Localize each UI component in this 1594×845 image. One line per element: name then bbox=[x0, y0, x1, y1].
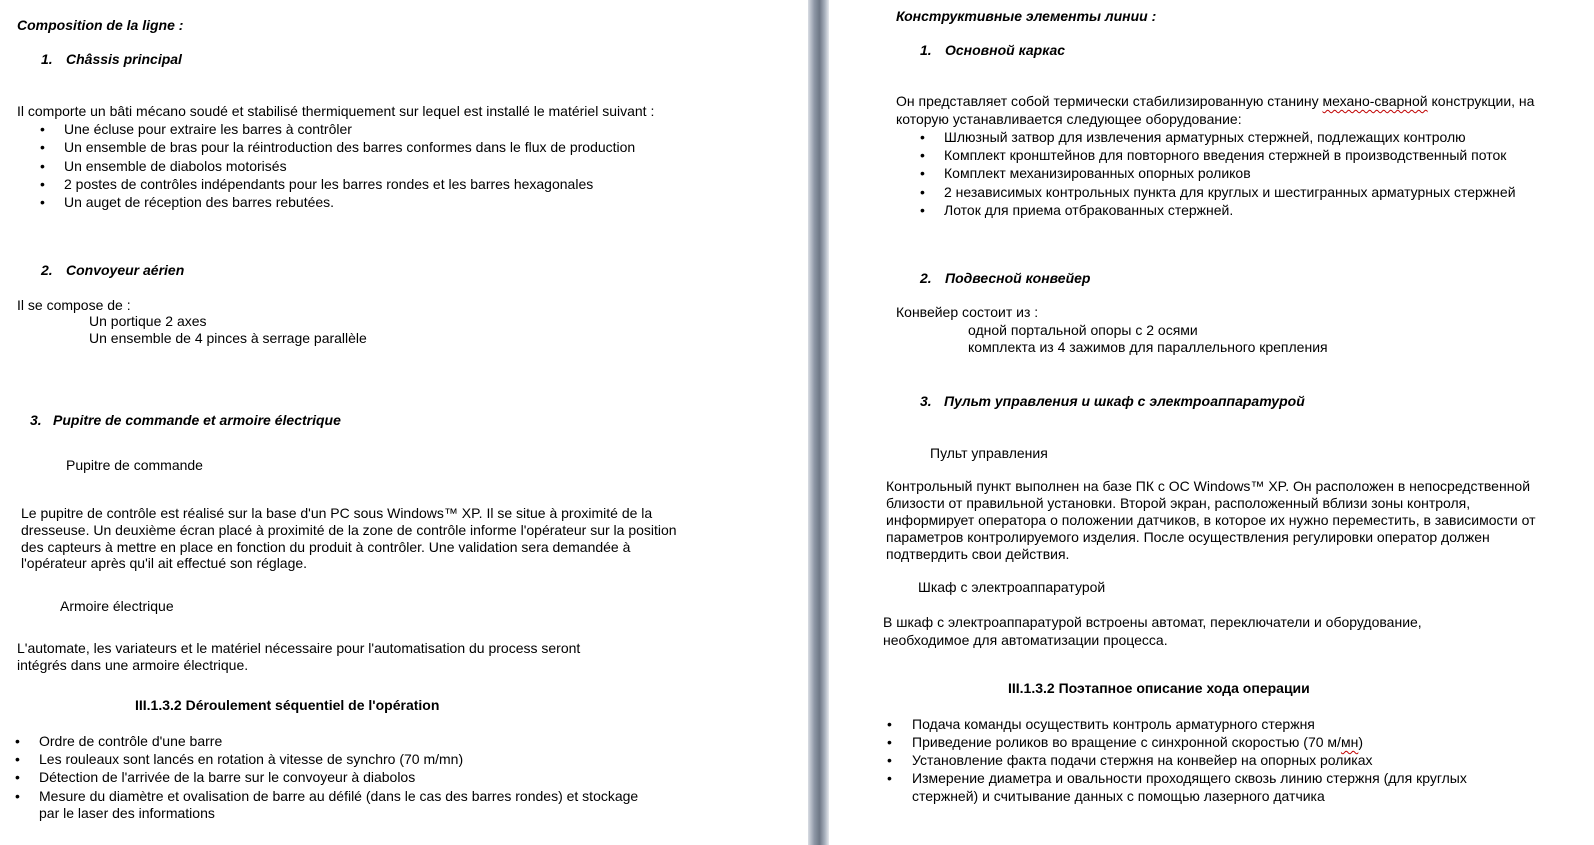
bullet-icon: • bbox=[920, 147, 925, 163]
section-2-number: 2. bbox=[41, 262, 53, 278]
list-item: Un ensemble de bras pour la réintroduction des barres conformes dans le flux de production bbox=[64, 139, 636, 155]
list-item: 2 postes de contrôles indépendants pour les barres rondes et les barres hexagonales bbox=[64, 176, 594, 192]
list-item-text: Приведение роликов во вращение с синхронной скоростью (70 м/ bbox=[912, 734, 1341, 750]
paragraph-line: параметров контролируемого изделия. После осуществления регулировки оператор должен bbox=[886, 529, 1490, 545]
bullet-icon: • bbox=[40, 121, 45, 137]
list-item: Комплект кронштейнов для повторного введения стержней в производственный поток bbox=[944, 147, 1507, 163]
section-2-title: Convoyeur aérien bbox=[66, 262, 185, 278]
list-item: Un auget de réception des barres rebutées. bbox=[64, 194, 335, 210]
list-item: Les rouleaux sont lancés en rotation à vitesse de synchro (70 m/mn) bbox=[39, 751, 464, 767]
section-3-number: 3. bbox=[920, 393, 932, 409]
paragraph-line: des capteurs à mettre en place en fonction du produit à contrôler. Une validation sera demandée à bbox=[21, 539, 631, 555]
paragraph-line: подтвердить свои действия. bbox=[886, 546, 1070, 562]
list-item: Ordre de contrôle d'une barre bbox=[39, 733, 223, 749]
list-item-continuation: par le laser des informations bbox=[39, 805, 215, 821]
list-item: Шлюзный затвор для извлечения арматурных стержней, подлежащих контролю bbox=[944, 129, 1466, 145]
bullet-icon: • bbox=[40, 158, 45, 174]
subheading-armoire: Armoire électrique bbox=[60, 598, 174, 614]
section-1-number: 1. bbox=[920, 42, 932, 58]
list-item: Détection de l'arrivée de la barre sur le convoyeur à diabolos bbox=[39, 769, 416, 785]
paragraph-line: В шкаф с электроаппаратурой встроены автомат, переключатели и оборудование, bbox=[883, 614, 1422, 630]
section-1-intro: Il comporte un bâti mécano soudé et stabilisé thermiquement sur lequel est installé le matériel suivant : bbox=[17, 103, 655, 119]
section-2-title: Подвесной конвейер bbox=[945, 270, 1091, 286]
list-item-text: ) bbox=[1358, 734, 1363, 750]
list-item: Une écluse pour extraire les barres à contrôler bbox=[64, 121, 352, 137]
list-item: Комплект механизированных опорных роликов bbox=[944, 165, 1251, 181]
section-3-title: Пульт управления и шкаф с электроаппаратурой bbox=[944, 393, 1305, 409]
paragraph-line: информирует оператора о положении датчиков, в которое их нужно переместить, в зависимости от bbox=[886, 512, 1536, 528]
subheading-pult: Пульт управления bbox=[930, 445, 1048, 461]
section-3-number: 3. bbox=[30, 412, 42, 428]
subheading-pupitre: Pupitre de commande bbox=[66, 457, 203, 473]
list-item-continuation: стержней) и считывание данных с помощью лазерного датчика bbox=[912, 788, 1325, 804]
bullet-icon: • bbox=[15, 769, 20, 785]
paragraph-line: близости от правильной установки. Второй экран, расположенный вблизи зоны контроля, bbox=[886, 495, 1471, 511]
bullet-icon: • bbox=[920, 184, 925, 200]
list-item: Un portique 2 axes bbox=[89, 313, 207, 329]
spellcheck-flagged-word[interactable]: механо-сварной bbox=[1322, 93, 1428, 109]
bullet-icon: • bbox=[887, 770, 892, 786]
bullet-icon: • bbox=[887, 734, 892, 750]
composition-heading: Конструктивные элементы линии : bbox=[896, 8, 1157, 24]
paragraph-line: dresseuse. Un deuxième écran placé à proximité de la zone de contrôle informe l'opérateur sur la position bbox=[21, 522, 677, 538]
section-2-intro: Il se compose de : bbox=[17, 297, 131, 313]
section-heading: III.1.3.2 Déroulement séquentiel de l'opération bbox=[135, 697, 440, 713]
bullet-icon: • bbox=[15, 751, 20, 767]
list-item bbox=[912, 733, 1363, 751]
bullet-icon: • bbox=[40, 176, 45, 192]
paragraph-line: intégrés dans une armoire électrique. bbox=[17, 657, 249, 673]
bullet-icon: • bbox=[920, 129, 925, 145]
paragraph-line: необходимое для автоматизации процесса. bbox=[883, 632, 1168, 648]
list-item: комплекта из 4 зажимов для параллельного крепления bbox=[968, 339, 1328, 355]
page-divider bbox=[808, 0, 829, 845]
section-2-number: 2. bbox=[920, 270, 932, 286]
paragraph-line: Контрольный пункт выполнен на базе ПК с ОС Windows™ XP. Он расположен в непосредственной bbox=[886, 478, 1531, 494]
section-2-intro: Конвейер состоит из : bbox=[896, 304, 1039, 320]
bullet-icon: • bbox=[40, 139, 45, 155]
composition-heading: Composition de la ligne : bbox=[17, 17, 184, 33]
bullet-icon: • bbox=[887, 752, 892, 768]
list-item: Измерение диаметра и овальности проходящего сквозь линию стержня (для круглых bbox=[912, 770, 1467, 786]
list-item: 2 независимых контрольных пункта для круглых и шестигранных арматурных стержней bbox=[944, 184, 1516, 200]
bullet-icon: • bbox=[887, 716, 892, 732]
bullet-icon: • bbox=[15, 733, 20, 749]
list-item: Un ensemble de 4 pinces à serrage parallèle bbox=[89, 330, 367, 346]
list-item: одной портальной опоры с 2 осями bbox=[968, 322, 1198, 338]
spellcheck-flagged-word[interactable]: мн bbox=[1340, 734, 1359, 750]
intro-text: Он представляет собой термически стабилизированную станину bbox=[896, 93, 1323, 109]
intro-text: конструкции, на bbox=[1427, 93, 1535, 109]
list-item: Подача команды осуществить контроль арматурного стержня bbox=[912, 716, 1315, 732]
subheading-shkaf: Шкаф с электроаппаратурой bbox=[918, 579, 1106, 595]
list-item: Лоток для приема отбракованных стержней. bbox=[944, 202, 1234, 218]
bullet-icon: • bbox=[15, 788, 20, 804]
list-item: Mesure du diamètre et ovalisation de barre au défilé (dans le cas des barres rondes) et stockage bbox=[39, 788, 639, 804]
section-1-number: 1. bbox=[41, 51, 53, 67]
bullet-icon: • bbox=[40, 194, 45, 210]
bullet-icon: • bbox=[920, 202, 925, 218]
section-3-title: Pupitre de commande et armoire électrique bbox=[53, 412, 341, 428]
bullet-icon: • bbox=[920, 165, 925, 181]
list-item: Un ensemble de diabolos motorisés bbox=[64, 158, 287, 174]
list-item: Установление факта подачи стержня на конвейер на опорных роликах bbox=[912, 752, 1373, 768]
paragraph-line: L'automate, les variateurs et le matériel nécessaire pour l'automatisation du process seront bbox=[17, 640, 581, 656]
right-document-page bbox=[829, 0, 1594, 845]
section-heading: III.1.3.2 Поэтапное описание хода операции bbox=[1008, 680, 1310, 696]
paragraph-line: Le pupitre de contrôle est réalisé sur la base d'un PC sous Windows™ XP. Il se situe à proximité de la bbox=[21, 505, 653, 521]
section-1-intro bbox=[896, 92, 1534, 110]
section-1-title: Châssis principal bbox=[66, 51, 182, 67]
paragraph-line: l'opérateur après qu'il ait effectué son réglage. bbox=[21, 555, 308, 571]
section-1-intro-line-2: которую устанавливается следующее оборудование: bbox=[896, 111, 1242, 127]
section-1-title: Основной каркас bbox=[945, 42, 1066, 58]
